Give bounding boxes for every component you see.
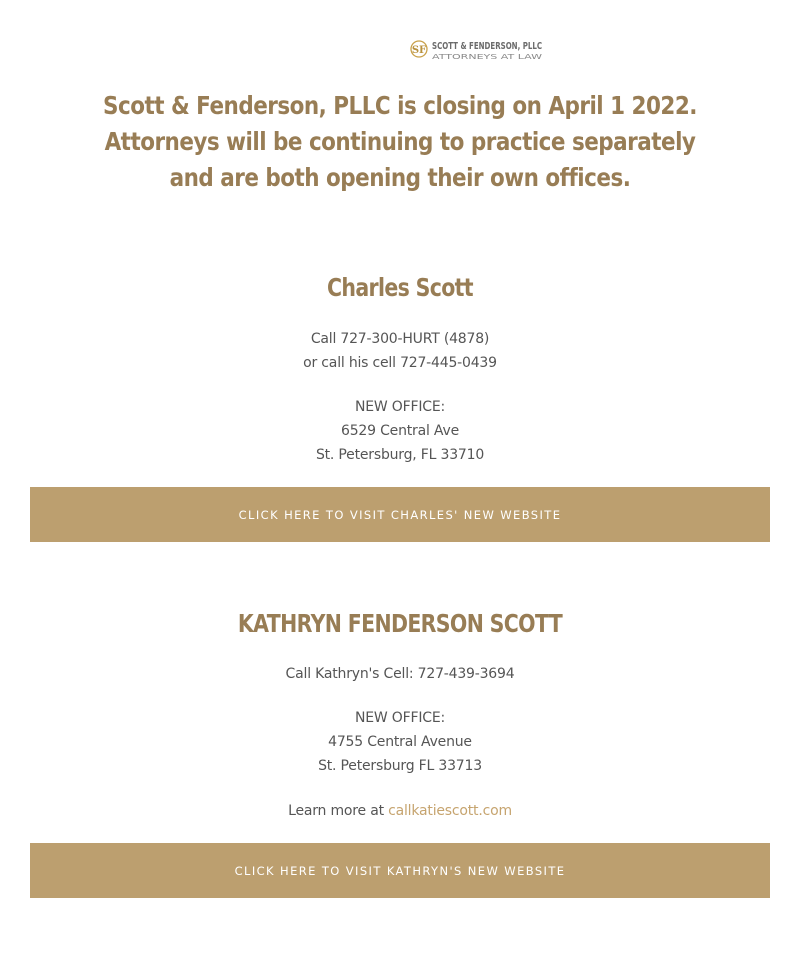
charles-cell-line: or call his cell 727-445-0439	[303, 355, 497, 371]
logo-graphic	[410, 38, 542, 62]
kathryn-website-link[interactable]: callkatiescott.com	[388, 803, 512, 819]
charles-address-city: St. Petersburg, FL 33710	[315, 447, 485, 463]
charles-phone-line: Call 727-300-HURT (4878)	[310, 331, 490, 347]
kathryn-website-button[interactable]: CLICK HERE TO VISIT KATHRYN'S NEW WEBSITE	[30, 843, 770, 898]
kathryn-address-city: St. Petersburg FL 33713	[318, 758, 482, 774]
logo-tagline: ATTORNEYS AT LAW	[432, 53, 543, 61]
kathryn-office-label: NEW OFFICE:	[354, 710, 445, 726]
kathryn-fenderson-scott-section	[0, 608, 800, 823]
charles-scott-name: Charles Scott	[327, 273, 473, 302]
kathryn-learn-more	[0, 799, 800, 823]
kathryn-address-street: 4755 Central Avenue	[328, 734, 472, 750]
closing-announcement: Scott & Fenderson, PLLC is closing on April 1 2022. Attorneys will be continuing to practice separately and are both opening their own offices.	[103, 91, 697, 192]
learn-more-label: Learn more at	[288, 803, 389, 819]
kathryn-phone-line: Call Kathryn's Cell: 727-439-3694	[285, 666, 515, 682]
logo-firm-name: SCOTT & FENDERSON, PLLC	[432, 41, 542, 52]
charles-website-button[interactable]: CLICK HERE TO VISIT CHARLES' NEW WEBSITE	[30, 487, 770, 542]
kathryn-fenderson-scott-name: KATHRYN FENDERSON SCOTT	[237, 609, 563, 638]
logo-monogram: SF	[411, 45, 427, 56]
charles-office-label: NEW OFFICE:	[354, 399, 445, 415]
charles-scott-section	[0, 272, 800, 467]
charles-address-street: 6529 Central Ave	[341, 423, 459, 439]
firm-logo[interactable]	[410, 38, 542, 62]
